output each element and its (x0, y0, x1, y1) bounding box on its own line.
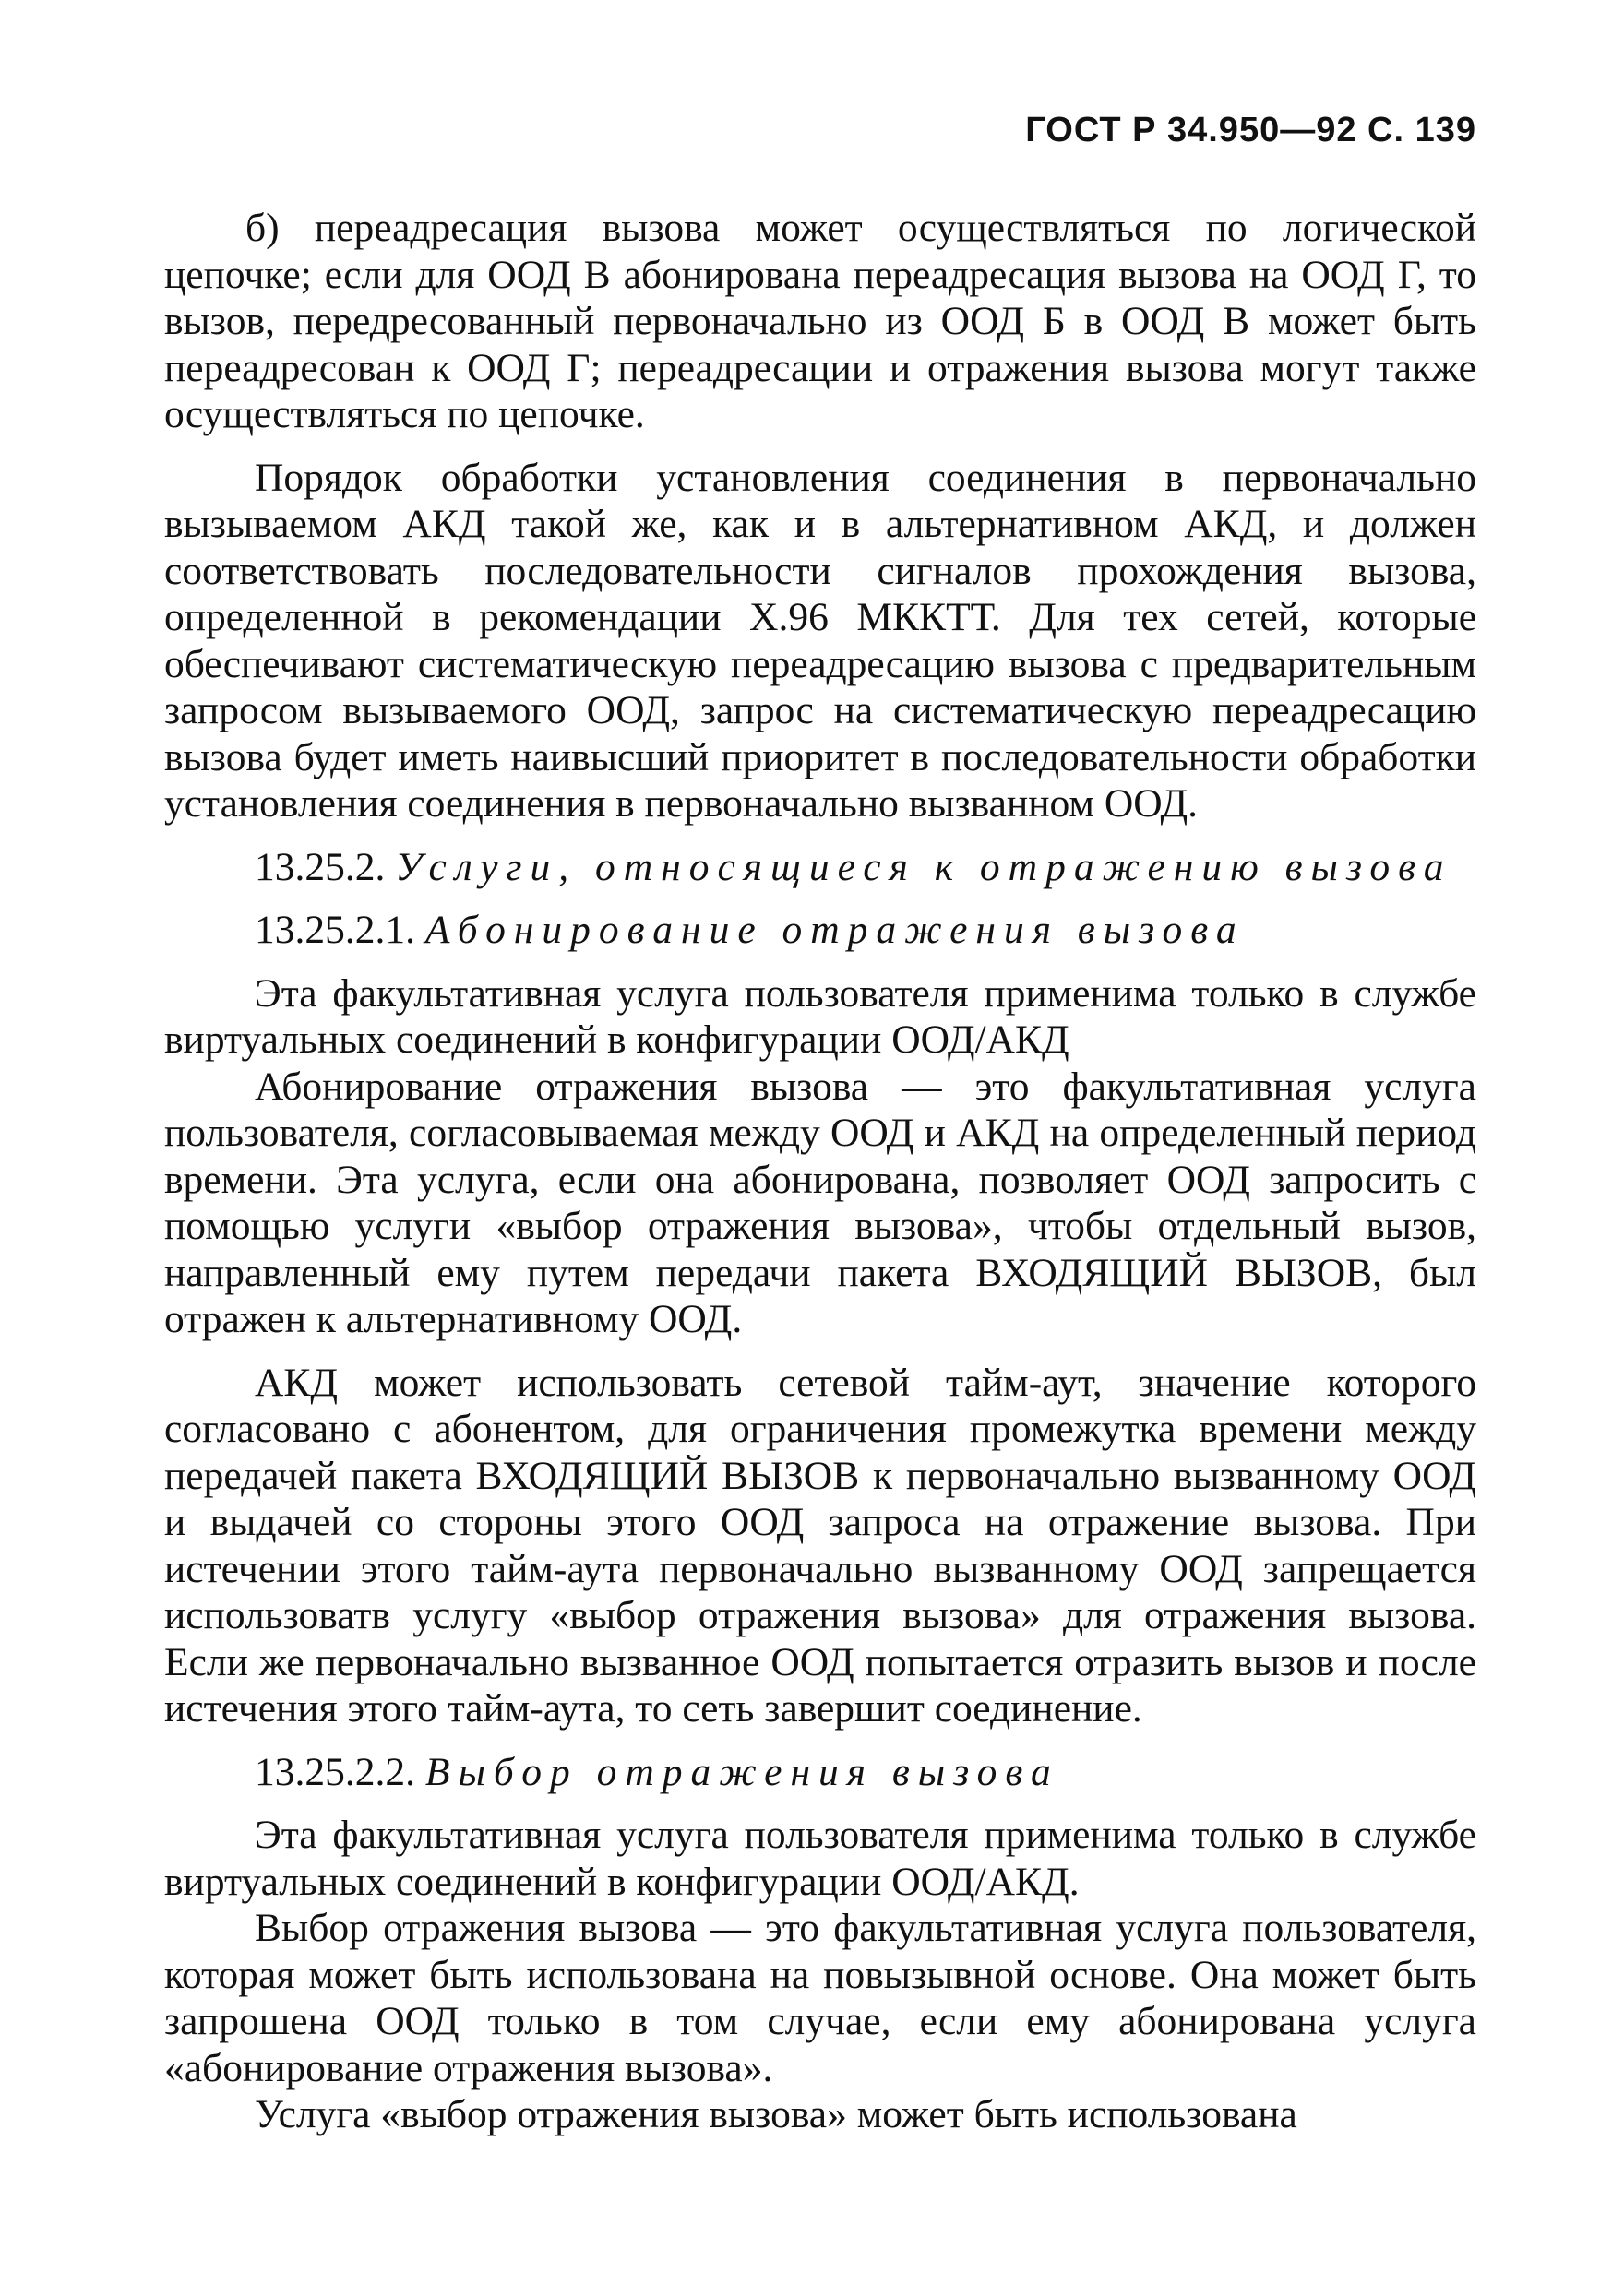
document-body (164, 205, 1476, 2138)
section-number: 13.25.2.1. (255, 908, 415, 952)
paragraph-connection-processing: Порядок обработки установления соединения в первоначально вызываемом АКД такой же, как и в альтернативном АКД, и должен соответствовать последовательности сигналов прохождения вызова, определенной в рекомендации Х.96 МККТТ. Для тех сетей, которые обеспечивают систематическую переадресацию вызова с предварительным запросом вызываемого ООД, запрос на систематическую переадресацию вызова будет иметь наивысший приоритет в последовательности обработки установления соединения в первоначально вызванном ООД. (164, 455, 1476, 826)
section-number: 13.25.2.2. (255, 1749, 415, 1794)
paragraph-applicability: Эта факультативная услуга пользователя применима только в службе виртуальных соединений в конфигурации ООД/АКД (164, 970, 1476, 1062)
paragraph-applicability-2: Эта факультативная услуга пользователя применима только в службе виртуальных соединений в конфигурации ООД/АКД. (164, 1813, 1476, 1904)
paragraph-selection-usage: Услуга «выбор отражения вызова» может быть использована (255, 2092, 1297, 2136)
paragraph-subscription-definition: Абонирование отражения вызова — это факультативная услуга пользователя, согласовываемая между ООД и АКД на определенный период времени. Эта услуга, если она абонирована, позволяет ООД запросить с помощью услуги «выбор отражения вызова», чтобы отдельный вызов, направленный ему путем передачи пакета ВХОДЯЩИЙ ВЫЗОВ, был отражен к альтернативному ООД. (164, 1064, 1476, 1341)
section-number: 13.25.2. (255, 844, 386, 889)
section-heading-13-25-2 (164, 844, 1476, 891)
section-heading-13-25-2-2 (164, 1749, 1476, 1796)
section-title: Выбор отражения вызова (424, 1749, 1059, 1794)
section-title: Абонирование отражения вызова (424, 908, 1245, 952)
section-heading-13-25-2-1 (164, 907, 1476, 954)
section-title: Услуги, относящиеся к отражению вызова (395, 844, 1452, 889)
paragraph-network-timeout: АКД может использовать сетевой тайм-аут, значение которого согласовано с абонентом, для ограничения промежутка времени между передачей пакета ВХОДЯЩИЙ ВЫЗОВ к первоначально вызванному ООД и выдачей со стороны этого ООД запроса на отражение вызова. При истечении этого тайм-аута первоначально вызванному ООД запрещается использоватв услугу «выбор отражения вызова» для отражения вызова. Если же первоначально вызванное ООД попытается отразить вызов и после истечения этого тайм-аута, то сеть завершит соединение. (164, 1360, 1476, 1731)
paragraph-selection-definition: Выбор отражения вызова — это факультативная услуга пользователя, которая может быть использована на повызывной основе. Она может быть запрошена ООД только в том случае, если ему абонирована услуга «абонирование отражения вызова». (164, 1906, 1476, 2090)
paragraph-call-forwarding-chain: б) переадресация вызова может осуществляться по логической цепочке; если для ООД В абонирована переадресация вызова на ООД Г, то вызов, передресованный первоначально из ООД Б в ООД В может быть переадресован к ООД Г; переадресации и отражения вызова могут также осуществляться по цепочке. (164, 206, 1476, 436)
page-header: ГОСТ Р 34.950—92 С. 139 (1025, 111, 1476, 149)
